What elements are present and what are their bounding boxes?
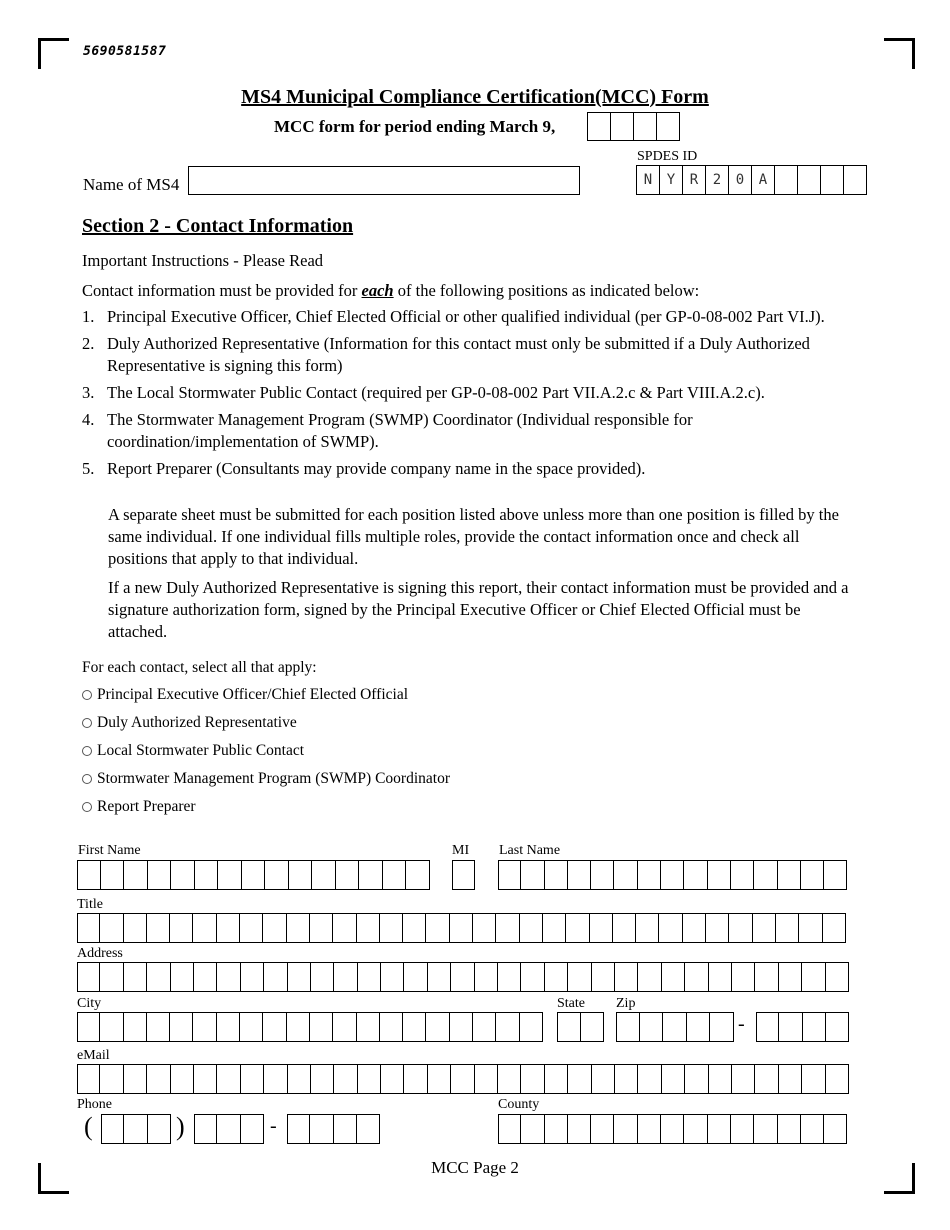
position-text: Principal Executive Officer, Chief Elected Official or other qualified individual (per GP-0-08-002 Part VI.J). — [107, 307, 825, 326]
char-box[interactable] — [123, 1012, 147, 1042]
char-box[interactable] — [544, 1114, 568, 1144]
position-number: 3. — [82, 383, 95, 402]
char-box[interactable] — [382, 860, 407, 890]
char-box[interactable] — [660, 1114, 684, 1144]
char-box[interactable] — [801, 962, 825, 992]
spdes-char-box[interactable] — [797, 165, 821, 195]
char-box[interactable] — [427, 1064, 451, 1094]
char-box[interactable] — [356, 1012, 380, 1042]
char-box[interactable] — [686, 1012, 711, 1042]
char-box[interactable] — [683, 1114, 707, 1144]
phone-line-boxes[interactable] — [287, 1114, 380, 1144]
char-box[interactable] — [77, 860, 101, 890]
char-box[interactable] — [591, 962, 615, 992]
char-box[interactable] — [310, 962, 334, 992]
char-box[interactable] — [684, 1064, 708, 1094]
char-box[interactable] — [405, 860, 430, 890]
char-box[interactable] — [658, 913, 682, 943]
char-box[interactable] — [310, 1064, 334, 1094]
char-box[interactable] — [123, 913, 147, 943]
char-box[interactable] — [705, 913, 729, 943]
char-box[interactable] — [730, 1114, 754, 1144]
char-box[interactable] — [309, 913, 333, 943]
char-box[interactable] — [707, 860, 731, 890]
address-label: Address — [77, 946, 123, 961]
char-box[interactable] — [216, 1114, 240, 1144]
char-box[interactable] — [825, 1012, 849, 1042]
title-boxes[interactable] — [77, 913, 846, 943]
char-box[interactable] — [637, 1064, 661, 1094]
email-boxes[interactable] — [77, 1064, 849, 1094]
title-label: Title — [77, 897, 103, 912]
char-box[interactable] — [194, 1114, 217, 1144]
char-box[interactable] — [731, 1064, 755, 1094]
ms4-name-label: Name of MS4 — [83, 175, 180, 194]
county-boxes[interactable] — [498, 1114, 847, 1144]
char-box[interactable] — [240, 1114, 264, 1144]
char-box[interactable] — [637, 962, 661, 992]
char-box[interactable] — [557, 1012, 581, 1042]
char-box[interactable] — [193, 1064, 217, 1094]
role-label: Local Stormwater Public Contact — [97, 742, 305, 759]
spdes-char-box[interactable]: 2 — [705, 165, 729, 195]
char-box[interactable] — [146, 913, 170, 943]
char-box[interactable] — [192, 1012, 216, 1042]
char-box[interactable] — [216, 1012, 240, 1042]
char-box[interactable] — [380, 962, 404, 992]
phone-label: Phone — [77, 1097, 112, 1112]
char-box[interactable] — [170, 962, 194, 992]
char-box[interactable] — [661, 962, 685, 992]
char-box[interactable] — [613, 860, 637, 890]
char-box[interactable] — [754, 1064, 778, 1094]
char-box[interactable] — [637, 1114, 661, 1144]
radio-icon[interactable] — [82, 690, 92, 700]
char-box[interactable] — [822, 913, 846, 943]
char-box[interactable] — [287, 1064, 311, 1094]
position-item — [82, 333, 862, 377]
char-box[interactable] — [425, 913, 449, 943]
char-box[interactable] — [169, 913, 193, 943]
corner-mark-top-right — [884, 38, 915, 69]
char-box[interactable] — [613, 1114, 637, 1144]
char-box[interactable] — [567, 1114, 591, 1144]
char-box[interactable] — [379, 1012, 403, 1042]
char-box[interactable] — [753, 860, 777, 890]
role-label: Stormwater Management Program (SWMP) Coordinator — [97, 770, 450, 787]
char-box[interactable] — [216, 913, 240, 943]
char-box[interactable] — [660, 860, 684, 890]
position-text: The Local Stormwater Public Contact (required per GP-0-08-002 Part VII.A.2.c & Part VIII.A.2.c). — [107, 383, 765, 402]
char-box[interactable] — [520, 860, 544, 890]
char-box[interactable] — [170, 860, 195, 890]
char-box[interactable] — [309, 1012, 333, 1042]
zip-dash: - — [738, 1013, 745, 1035]
spdes-id-boxes[interactable] — [636, 165, 867, 195]
char-box[interactable] — [263, 1064, 287, 1094]
char-box[interactable] — [637, 860, 661, 890]
zip-boxes[interactable] — [616, 1012, 734, 1042]
char-box[interactable] — [635, 913, 659, 943]
char-box[interactable] — [800, 1114, 824, 1144]
char-box[interactable] — [661, 1064, 685, 1094]
state-boxes[interactable] — [557, 1012, 604, 1042]
intro-emphasis: each — [361, 281, 394, 300]
char-box[interactable] — [403, 962, 427, 992]
char-box[interactable] — [778, 1012, 802, 1042]
char-box[interactable] — [146, 962, 170, 992]
char-box[interactable] — [662, 1012, 687, 1042]
char-box[interactable] — [240, 1064, 264, 1094]
char-box[interactable] — [379, 913, 403, 943]
form-title: MS4 Municipal Compliance Certification(MCC) Form — [241, 86, 709, 108]
radio-icon[interactable] — [82, 746, 92, 756]
phone-exchange-boxes[interactable] — [194, 1114, 264, 1144]
position-text: Duly Authorized Representative (Information for this contact must only be submitted if a Duly Authorized Representative is signing this form) — [107, 334, 810, 375]
position-number: 2. — [82, 334, 95, 353]
position-text: The Stormwater Management Program (SWMP) Coordinator (Individual responsible for coordination/implementation of SWMP). — [107, 410, 693, 451]
char-box[interactable] — [520, 962, 544, 992]
intro-text-end: of the following positions as indicated below: — [393, 281, 700, 300]
char-box[interactable] — [358, 860, 383, 890]
char-box[interactable] — [731, 962, 755, 992]
char-box[interactable] — [287, 1114, 310, 1144]
period-year-boxes[interactable] — [587, 112, 680, 141]
intro-text-start: Contact information must be provided for — [82, 281, 362, 300]
char-box[interactable] — [217, 860, 242, 890]
spdes-char-box[interactable] — [820, 165, 844, 195]
char-box[interactable] — [683, 860, 707, 890]
mi-box[interactable] — [452, 860, 475, 890]
city-boxes[interactable] — [77, 1012, 543, 1042]
document-id: 5690581587 — [83, 44, 167, 59]
county-label: County — [498, 1097, 540, 1112]
char-box[interactable] — [335, 860, 360, 890]
char-box[interactable] — [495, 913, 519, 943]
spdes-char-box[interactable]: Y — [659, 165, 683, 195]
intro-text — [82, 280, 699, 302]
spdes-char-box[interactable]: N — [636, 165, 660, 195]
char-box[interactable] — [380, 1064, 404, 1094]
char-box[interactable] — [311, 860, 336, 890]
char-box[interactable] — [286, 913, 310, 943]
char-box[interactable] — [684, 962, 708, 992]
role-label: Report Preparer — [97, 798, 196, 815]
char-box[interactable] — [825, 962, 849, 992]
char-box[interactable] — [567, 962, 591, 992]
char-box[interactable] — [239, 913, 263, 943]
zip-plus4-boxes[interactable] — [756, 1012, 849, 1042]
char-box[interactable] — [823, 1114, 847, 1144]
first-name-label: First Name — [78, 843, 141, 858]
char-box[interactable] — [472, 1012, 496, 1042]
char-box[interactable] — [544, 1064, 568, 1094]
char-box[interactable] — [264, 860, 289, 890]
char-box[interactable] — [519, 913, 543, 943]
char-box[interactable] — [333, 1064, 357, 1094]
char-box[interactable] — [146, 1012, 170, 1042]
char-box[interactable] — [823, 860, 847, 890]
instructions-heading: Important Instructions - Please Read — [82, 251, 324, 270]
char-box[interactable] — [752, 913, 776, 943]
char-box[interactable] — [498, 1114, 521, 1144]
position-item — [82, 409, 862, 453]
char-box[interactable] — [802, 1012, 826, 1042]
char-box[interactable] — [682, 913, 706, 943]
char-box[interactable] — [356, 913, 380, 943]
char-box[interactable] — [778, 962, 802, 992]
char-box[interactable] — [123, 962, 147, 992]
positions-list — [82, 306, 862, 485]
char-box[interactable] — [825, 1064, 849, 1094]
email-label: eMail — [77, 1048, 110, 1063]
last-name-boxes[interactable] — [498, 860, 847, 890]
char-box[interactable] — [800, 860, 824, 890]
char-box[interactable] — [614, 1064, 638, 1094]
address-boxes[interactable] — [77, 962, 849, 992]
spdes-label: SPDES ID — [637, 149, 698, 164]
char-box[interactable] — [333, 1114, 357, 1144]
char-box[interactable] — [708, 962, 732, 992]
char-box[interactable] — [520, 1064, 544, 1094]
char-box[interactable] — [474, 962, 498, 992]
position-item — [82, 458, 862, 480]
year-digit-box[interactable] — [587, 112, 611, 141]
char-box[interactable] — [146, 1064, 170, 1094]
separate-sheet-note: A separate sheet must be submitted for each position listed above unless more than one position is filled by the same individual. If one individual fills multiple roles, provide the contact information once and check all positions that apply to that individual. — [108, 505, 839, 568]
char-box[interactable] — [77, 1012, 100, 1042]
page-footer: MCC Page 2 — [431, 1158, 519, 1177]
authorization-note: If a new Duly Authorized Representative is signing this report, their contact information must be provided and a signature authorization form, signed by the Principal Executive Officer or Chief Elected Official must be attached. — [108, 578, 849, 641]
year-digit-box[interactable] — [610, 112, 634, 141]
char-box[interactable] — [730, 860, 754, 890]
city-label: City — [77, 996, 102, 1011]
mi-label: MI — [452, 843, 470, 858]
char-box[interactable] — [99, 1064, 123, 1094]
char-box[interactable] — [497, 962, 521, 992]
spdes-char-box[interactable] — [774, 165, 798, 195]
char-box[interactable] — [123, 860, 148, 890]
char-box[interactable] — [357, 1064, 381, 1094]
char-box[interactable] — [402, 1012, 426, 1042]
char-box[interactable] — [542, 913, 566, 943]
char-box[interactable] — [728, 913, 752, 943]
char-box[interactable] — [544, 860, 568, 890]
char-box[interactable] — [402, 913, 426, 943]
char-box[interactable] — [590, 860, 614, 890]
phone-close-paren: ) — [176, 1112, 185, 1141]
position-text: Report Preparer (Consultants may provide company name in the space provided). — [107, 459, 646, 478]
char-box[interactable] — [240, 962, 264, 992]
year-digit-box[interactable] — [633, 112, 657, 141]
char-box[interactable] — [262, 1012, 286, 1042]
role-option-principal[interactable] — [82, 686, 408, 704]
char-box[interactable] — [123, 1064, 147, 1094]
char-box[interactable] — [101, 1114, 124, 1144]
spdes-char-box[interactable]: R — [682, 165, 706, 195]
char-box[interactable] — [170, 1064, 194, 1094]
char-box[interactable] — [614, 962, 638, 992]
first-name-boxes[interactable] — [77, 860, 430, 890]
char-box[interactable] — [778, 1064, 802, 1094]
char-box[interactable] — [612, 913, 636, 943]
char-box[interactable] — [452, 860, 475, 890]
char-box[interactable] — [753, 1114, 777, 1144]
position-number: 4. — [82, 410, 95, 429]
char-box[interactable] — [123, 1114, 147, 1144]
char-box[interactable] — [639, 1012, 664, 1042]
zip-label: Zip — [616, 996, 636, 1011]
section-title: Section 2 - Contact Information — [82, 215, 354, 237]
char-box[interactable] — [801, 1064, 825, 1094]
position-number: 5. — [82, 459, 95, 478]
char-box[interactable] — [449, 1012, 473, 1042]
char-box[interactable] — [754, 962, 778, 992]
char-box[interactable] — [449, 913, 473, 943]
char-box[interactable] — [495, 1012, 519, 1042]
ms4-name-input[interactable] — [188, 166, 580, 195]
char-box[interactable] — [777, 860, 801, 890]
char-box[interactable] — [77, 1064, 100, 1094]
role-option-swmp-coordinator[interactable] — [82, 770, 450, 788]
phone-dash: - — [270, 1115, 277, 1137]
char-box[interactable] — [99, 962, 123, 992]
char-box[interactable] — [241, 860, 266, 890]
char-box[interactable] — [332, 1012, 356, 1042]
char-box[interactable] — [775, 913, 799, 943]
char-box[interactable] — [147, 1114, 171, 1144]
period-label: MCC form for period ending March 9, — [274, 117, 556, 136]
char-box[interactable] — [450, 1064, 474, 1094]
spdes-char-box[interactable] — [843, 165, 867, 195]
char-box[interactable] — [544, 962, 568, 992]
char-box[interactable] — [591, 1064, 615, 1094]
char-box[interactable] — [567, 860, 591, 890]
char-box[interactable] — [798, 913, 822, 943]
phone-area-code-boxes[interactable] — [101, 1114, 171, 1144]
role-option-authorized[interactable] — [82, 714, 297, 732]
char-box[interactable] — [709, 1012, 734, 1042]
char-box[interactable] — [193, 962, 217, 992]
role-label: Principal Executive Officer/Chief Elected Official — [97, 686, 409, 703]
char-box[interactable] — [519, 1012, 543, 1042]
position-item — [82, 306, 862, 328]
radio-icon[interactable] — [82, 774, 92, 784]
corner-mark-top-left — [38, 38, 69, 69]
char-box[interactable] — [99, 913, 123, 943]
char-box[interactable] — [580, 1012, 605, 1042]
char-box[interactable] — [427, 962, 451, 992]
char-box[interactable] — [357, 962, 381, 992]
char-box[interactable] — [567, 1064, 591, 1094]
select-label: For each contact, select all that apply: — [82, 659, 317, 676]
char-box[interactable] — [498, 860, 521, 890]
year-digit-box[interactable] — [656, 112, 680, 141]
char-box[interactable] — [777, 1114, 801, 1144]
state-label: State — [557, 996, 585, 1011]
char-box[interactable] — [77, 913, 100, 943]
char-box[interactable] — [216, 962, 240, 992]
position-number: 1. — [82, 307, 95, 326]
char-box[interactable] — [147, 860, 172, 890]
char-box[interactable] — [194, 860, 219, 890]
char-box[interactable] — [262, 913, 286, 943]
spdes-char-box[interactable]: 0 — [728, 165, 752, 195]
char-box[interactable] — [425, 1012, 449, 1042]
char-box[interactable] — [472, 913, 496, 943]
last-name-label: Last Name — [499, 843, 561, 858]
role-option-public-contact[interactable] — [82, 742, 304, 760]
char-box[interactable] — [474, 1064, 498, 1094]
role-option-report-preparer[interactable] — [82, 798, 196, 816]
position-item — [82, 382, 862, 404]
char-box[interactable] — [450, 962, 474, 992]
char-box[interactable] — [332, 913, 356, 943]
char-box[interactable] — [589, 913, 613, 943]
char-box[interactable] — [616, 1012, 640, 1042]
char-box[interactable] — [403, 1064, 427, 1094]
char-box[interactable] — [520, 1114, 544, 1144]
char-box[interactable] — [708, 1064, 732, 1094]
char-box[interactable] — [288, 860, 313, 890]
spdes-char-box[interactable]: A — [751, 165, 775, 195]
char-box[interactable] — [263, 962, 287, 992]
char-box[interactable] — [216, 1064, 240, 1094]
char-box[interactable] — [169, 1012, 193, 1042]
role-label: Duly Authorized Representative — [97, 714, 297, 731]
char-box[interactable] — [239, 1012, 263, 1042]
char-box[interactable] — [192, 913, 216, 943]
char-box[interactable] — [287, 962, 311, 992]
radio-icon[interactable] — [82, 802, 92, 812]
radio-icon[interactable] — [82, 718, 92, 728]
char-box[interactable] — [77, 962, 100, 992]
char-box[interactable] — [756, 1012, 779, 1042]
char-box[interactable] — [590, 1114, 614, 1144]
phone-open-paren: ( — [84, 1112, 93, 1141]
char-box[interactable] — [99, 1012, 123, 1042]
char-box[interactable] — [565, 913, 589, 943]
char-box[interactable] — [286, 1012, 310, 1042]
char-box[interactable] — [309, 1114, 333, 1144]
char-box[interactable] — [707, 1114, 731, 1144]
char-box[interactable] — [356, 1114, 380, 1144]
char-box[interactable] — [100, 860, 125, 890]
char-box[interactable] — [497, 1064, 521, 1094]
char-box[interactable] — [333, 962, 357, 992]
